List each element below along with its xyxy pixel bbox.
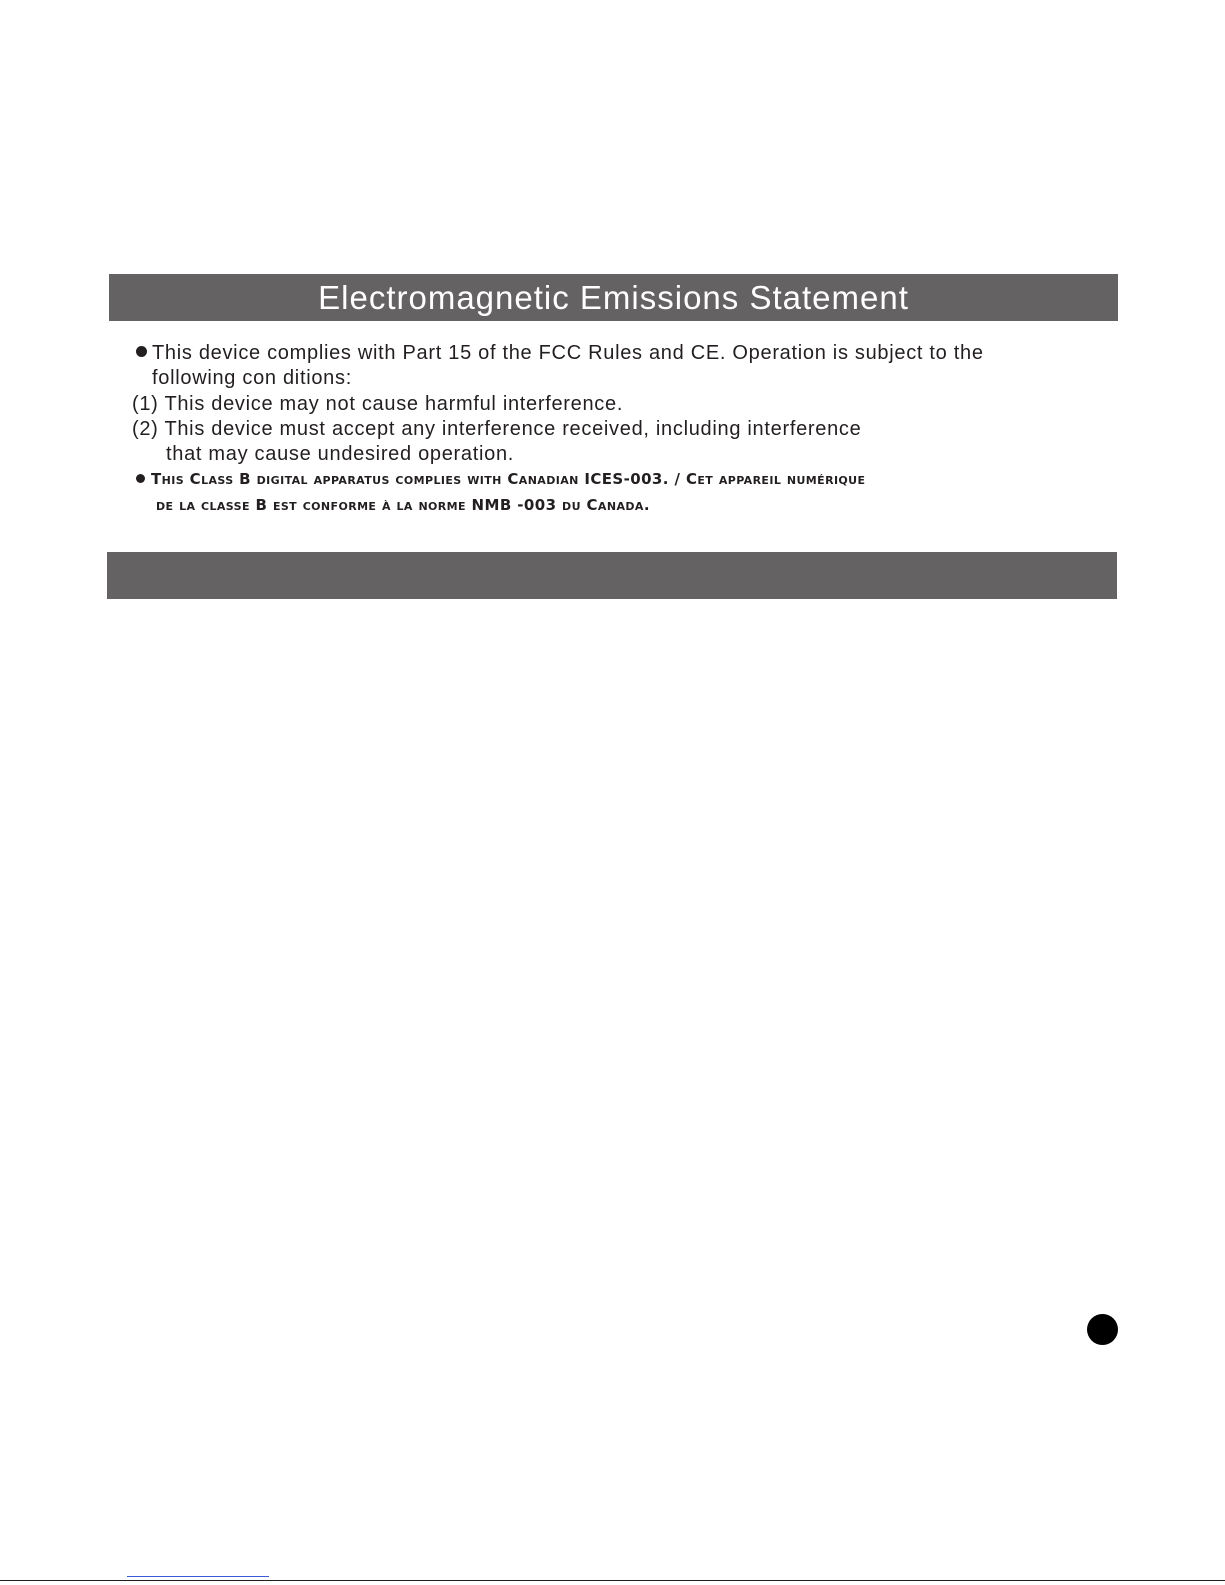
bullet-icon bbox=[136, 346, 147, 357]
statement-line-2: following con ditions: bbox=[152, 367, 352, 389]
section-title: Electromagnetic Emissions Statement bbox=[318, 279, 909, 316]
fcc-compliance-text: This device complies with Part 15 of the FCC Rules and CE. Operation is subject to the bbox=[152, 342, 984, 364]
condition-2-line-1: (2) This device must accept any interference received, including interference bbox=[132, 418, 862, 440]
page-marker-dot bbox=[1087, 1314, 1118, 1345]
condition-2-line-2: that may cause undesired operation. bbox=[166, 443, 515, 465]
canada-compliance-text: This Class B digital apparatus complies with Canadian ICES-003. / Cet appareil numérique bbox=[151, 470, 866, 488]
footer-link-underline bbox=[127, 1576, 269, 1577]
section-title-bar bbox=[109, 274, 1118, 321]
empty-section-bar bbox=[107, 552, 1117, 599]
statement-line-1 bbox=[136, 341, 984, 366]
condition-1: (1) This device may not cause harmful interference. bbox=[132, 393, 624, 415]
canada-statement-line-2: de la classe B est conforme à la norme NMB -003 du Canada. bbox=[156, 496, 650, 514]
canada-statement-line-1 bbox=[136, 468, 865, 490]
footer-rule bbox=[0, 1580, 1225, 1581]
bullet-icon bbox=[136, 474, 145, 483]
